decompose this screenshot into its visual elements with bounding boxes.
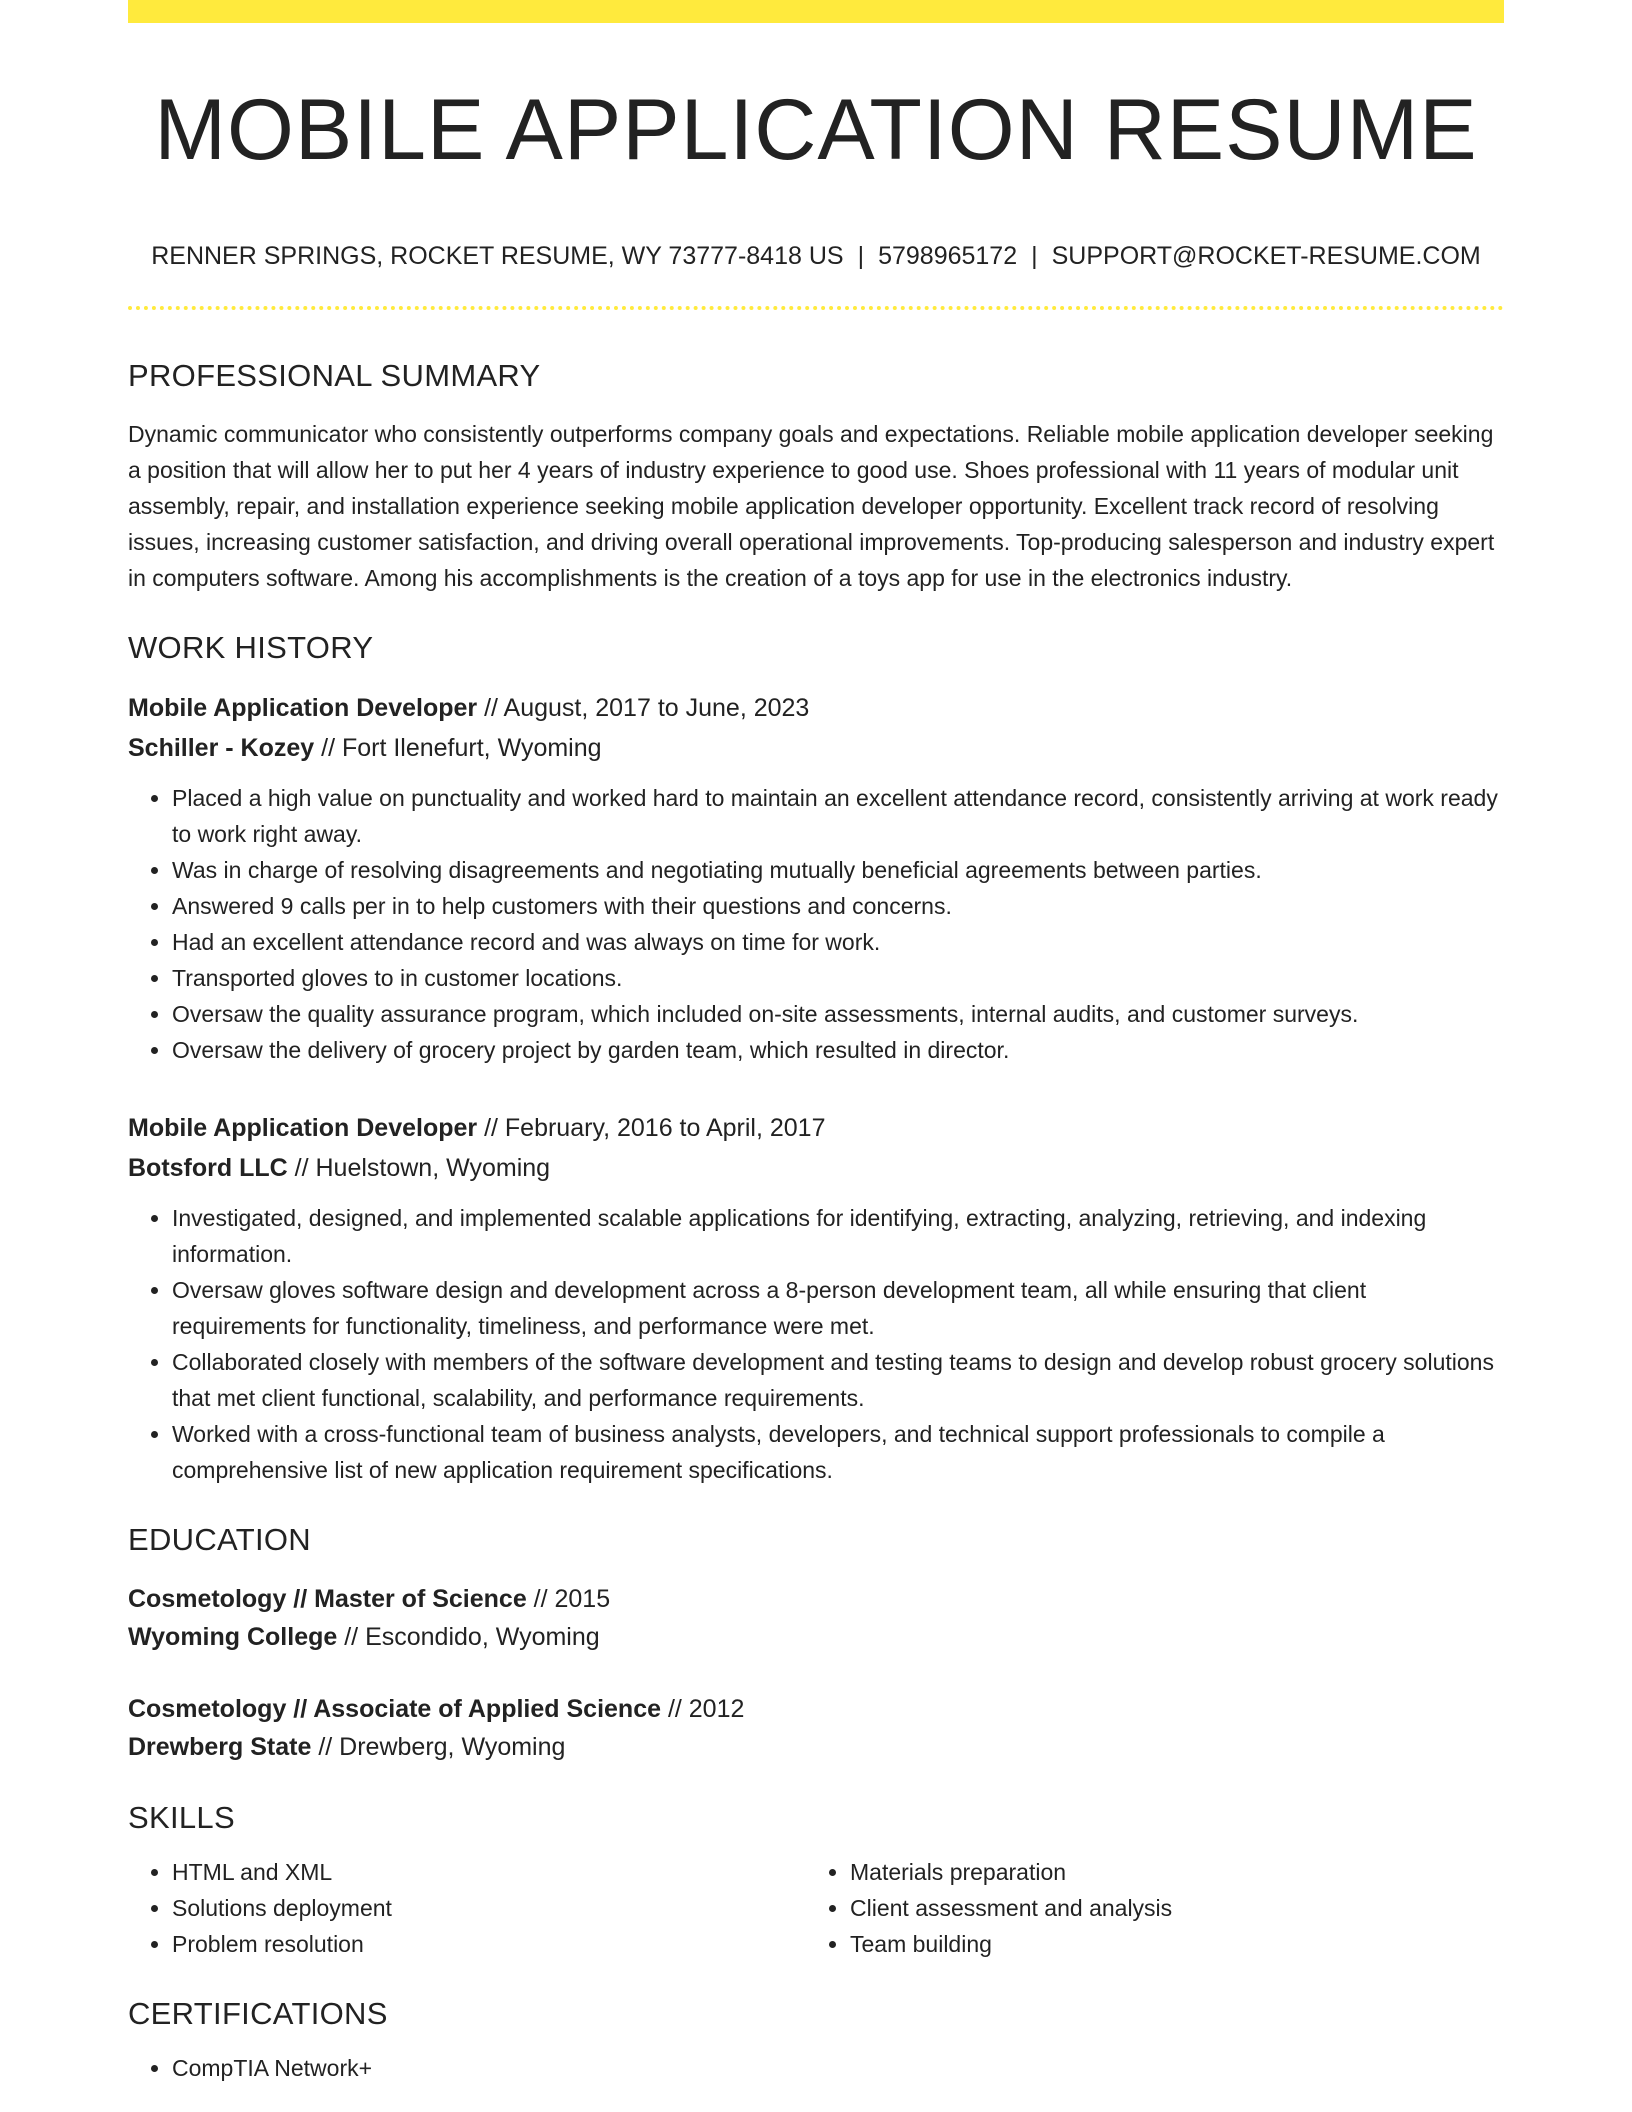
summary-heading: PROFESSIONAL SUMMARY <box>128 358 541 393</box>
skill-item: • Team building <box>850 1926 1484 1962</box>
skills-column-right <box>806 1854 1484 1962</box>
education-location: // Drewberg, Wyoming <box>311 1733 566 1761</box>
education-entry <box>128 1690 1504 1766</box>
job-bullet: • Had an excellent attendance record and was always on time for work. <box>172 924 1504 960</box>
job-company-line <box>128 1148 1504 1188</box>
summary-text: Dynamic communicator who consistently outperforms company goals and expectations. Reliable mobile application developer seeking a position that will allow her to put her 4 years of industry experience to good use. Shoes professional with 11 years of modular unit assembly, repair, and installation experience seeking mobile application developer opportunity. Excellent track record of resolving issues, increasing customer satisfaction, and driving overall operational improvements. Top-producing salesperson and industry expert in computers software. Among his accomplishments is the creation of a toys app for use in the electronics industry. <box>128 421 1495 591</box>
certifications-heading: CERTIFICATIONS <box>128 1996 388 2031</box>
education-heading: EDUCATION <box>128 1522 311 1557</box>
certifications-section <box>128 1990 1504 2086</box>
skills-section <box>128 1794 1504 1962</box>
contact-line <box>128 236 1504 276</box>
job-entry <box>128 688 1504 1068</box>
job-title: Mobile Application Developer <box>128 1114 478 1142</box>
education-degree-line <box>128 1690 1504 1728</box>
job-company: Botsford LLC <box>128 1154 288 1182</box>
job-title-line <box>128 688 1504 728</box>
skill-item: • Materials preparation <box>850 1854 1484 1890</box>
job-entry <box>128 1108 1504 1488</box>
contact-separator: | <box>857 242 865 270</box>
job-title: Mobile Application Developer <box>128 694 478 722</box>
skills-column-left <box>128 1854 806 1962</box>
education-year: // 2015 <box>526 1585 611 1613</box>
job-bullet: • Oversaw gloves software design and development across a 8-person development team, all while ensuring that client requirements for functionality, timeliness, and performance were met. <box>172 1272 1504 1344</box>
contact-separator: | <box>1031 242 1038 270</box>
resume-body <box>128 352 1504 2086</box>
job-company-line <box>128 728 1504 768</box>
skill-item: • Problem resolution <box>172 1926 806 1962</box>
resume-title: MOBILE APPLICATION RESUME <box>154 82 1478 178</box>
education-school: Drewberg State <box>128 1733 312 1761</box>
certifications-list <box>128 2050 1504 2086</box>
skills-grid <box>128 1854 1504 1962</box>
job-title-line <box>128 1108 1504 1148</box>
contact-address: RENNER SPRINGS, ROCKET RESUME, WY 73777-8418 US <box>151 242 844 270</box>
job-bullet: • Placed a high value on punctuality and worked hard to maintain an excellent attendance record, consistently arriving at work ready to work right away. <box>172 780 1504 852</box>
education-section <box>128 1516 1504 1766</box>
skills-heading: SKILLS <box>128 1800 235 1835</box>
education-location: // Escondido, Wyoming <box>337 1623 600 1651</box>
work-history-section <box>128 624 1504 1488</box>
contact-email: SUPPORT@ROCKET-RESUME.COM <box>1051 242 1481 270</box>
summary-section <box>128 352 1504 596</box>
job-location: // Fort Ilenefurt, Wyoming <box>314 734 602 762</box>
job-bullet: • Transported gloves to in customer locations. <box>172 960 1504 996</box>
education-degree: Cosmetology // Master of Science <box>128 1585 527 1613</box>
job-dates: // August, 2017 to June, 2023 <box>477 694 810 722</box>
job-bullet: • Answered 9 calls per in to help customers with their questions and concerns. <box>172 888 1504 924</box>
skill-item: • Client assessment and analysis <box>850 1890 1484 1926</box>
contact-phone: 5798965172 <box>878 242 1018 270</box>
certification-item: • CompTIA Network+ <box>172 2050 1504 2086</box>
job-bullet: • Worked with a cross-functional team of business analysts, developers, and technical support professionals to compile a comprehensive list of new application requirement specifications. <box>172 1416 1504 1488</box>
job-bullet: • Collaborated closely with members of the software development and testing teams to design and develop robust grocery solutions that met client functional, scalability, and performance requirements. <box>172 1344 1504 1416</box>
job-bullet: • Oversaw the delivery of grocery project by garden team, which resulted in director. <box>172 1032 1504 1068</box>
job-bullet: • Investigated, designed, and implemented scalable applications for identifying, extracting, analyzing, retrieving, and indexing information. <box>172 1200 1504 1272</box>
education-school-line <box>128 1728 1504 1766</box>
job-bullets <box>128 1200 1504 1488</box>
accent-top-bar <box>128 0 1504 23</box>
skill-item: • Solutions deployment <box>172 1890 806 1926</box>
skill-item: • HTML and XML <box>172 1854 806 1890</box>
education-year: // 2012 <box>661 1695 745 1723</box>
job-location: // Huelstown, Wyoming <box>287 1154 551 1182</box>
dotted-divider <box>128 306 1504 310</box>
education-entry <box>128 1580 1504 1656</box>
education-school-line <box>128 1618 1504 1656</box>
education-degree-line <box>128 1580 1504 1618</box>
education-degree: Cosmetology // Associate of Applied Science <box>128 1695 661 1723</box>
job-company: Schiller - Kozey <box>128 734 315 762</box>
education-school: Wyoming College <box>128 1623 338 1651</box>
work-history-heading: WORK HISTORY <box>128 630 374 665</box>
job-dates: // February, 2016 to April, 2017 <box>477 1114 826 1142</box>
job-bullet: • Oversaw the quality assurance program, which included on-site assessments, internal audits, and customer surveys. <box>172 996 1504 1032</box>
job-bullets <box>128 780 1504 1068</box>
job-bullet: • Was in charge of resolving disagreements and negotiating mutually beneficial agreements between parties. <box>172 852 1504 888</box>
